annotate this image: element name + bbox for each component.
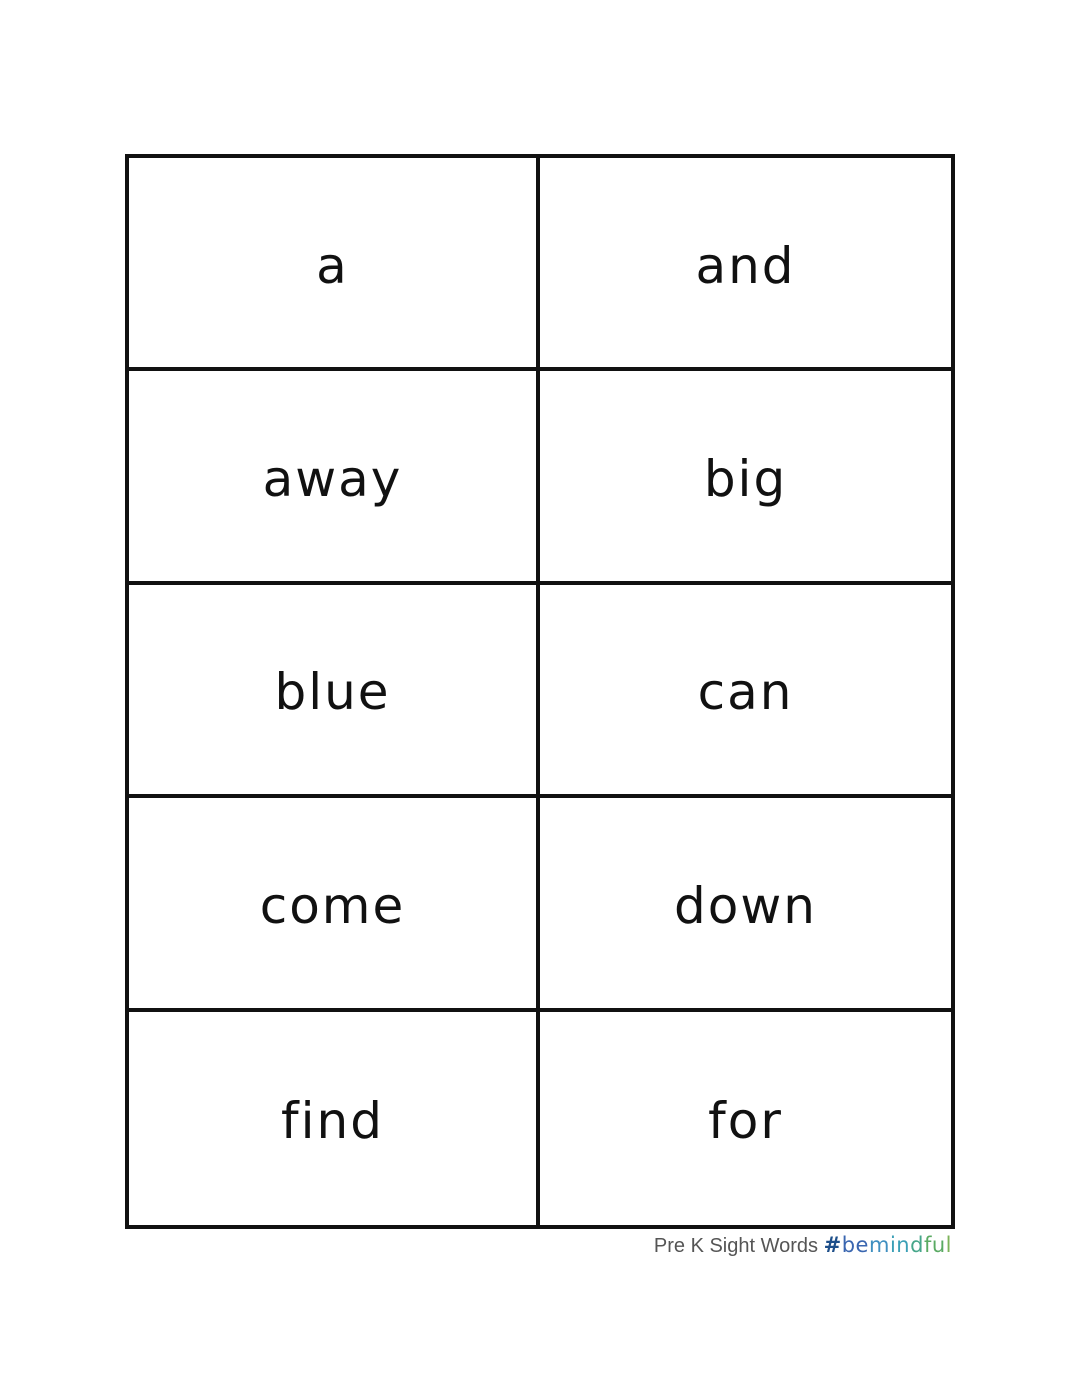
hashtag-letter: i bbox=[889, 1233, 897, 1257]
brand-hashtag bbox=[824, 1233, 952, 1257]
hashtag-letter: m bbox=[868, 1233, 890, 1257]
flash-card bbox=[129, 585, 540, 798]
sight-word: away bbox=[262, 450, 403, 509]
hashtag-letter: b bbox=[841, 1233, 856, 1257]
hashtag-letter: e bbox=[855, 1233, 869, 1257]
sight-word: find bbox=[281, 1092, 384, 1151]
hashtag-letter: d bbox=[910, 1233, 924, 1257]
sight-word: down bbox=[674, 876, 817, 935]
sight-word: can bbox=[697, 663, 794, 722]
flash-card-grid bbox=[125, 154, 955, 1229]
flash-card bbox=[129, 1012, 540, 1225]
hashtag-symbol: # bbox=[823, 1233, 842, 1257]
flash-card bbox=[540, 1012, 951, 1225]
flash-card bbox=[540, 371, 951, 584]
flash-card bbox=[540, 158, 951, 371]
hashtag-letter: l bbox=[945, 1233, 952, 1257]
sight-word: a bbox=[316, 236, 349, 295]
flash-card bbox=[129, 371, 540, 584]
flash-card bbox=[129, 798, 540, 1011]
sight-word: and bbox=[695, 236, 796, 295]
sight-word: blue bbox=[274, 663, 391, 722]
flash-card bbox=[540, 798, 951, 1011]
sight-word: big bbox=[703, 450, 788, 509]
hashtag-letter: f bbox=[923, 1233, 932, 1257]
sight-word: for bbox=[708, 1092, 783, 1151]
caption-text: Pre K Sight Words bbox=[653, 1235, 819, 1257]
hashtag-letter: n bbox=[896, 1233, 911, 1257]
footer-caption bbox=[654, 1233, 952, 1258]
hashtag-letter: u bbox=[931, 1233, 946, 1257]
flash-card bbox=[129, 158, 540, 371]
sight-word: come bbox=[259, 876, 406, 935]
flash-card bbox=[540, 585, 951, 798]
